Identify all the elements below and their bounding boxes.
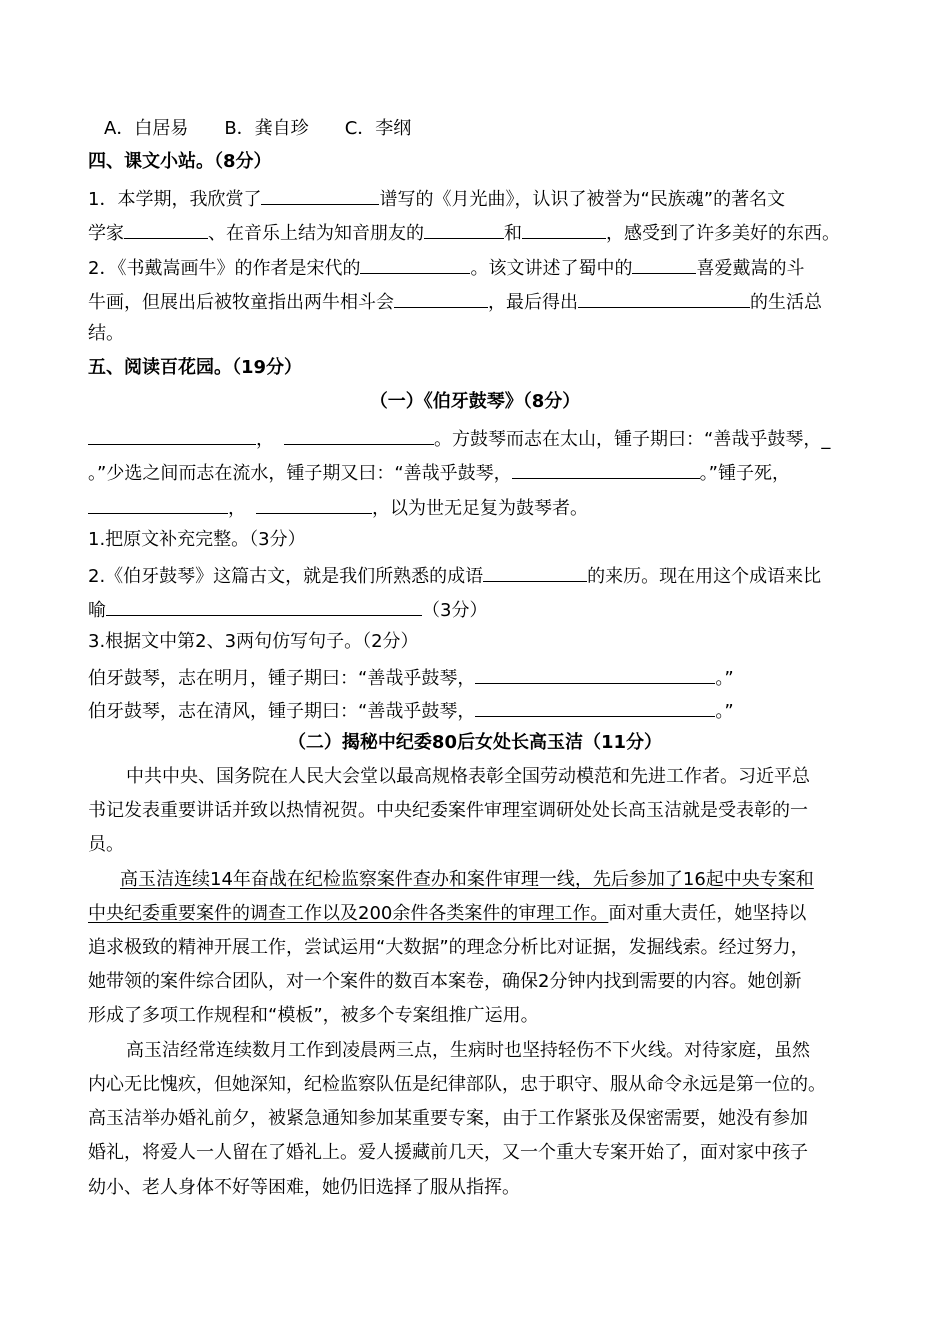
- para1-line3: 员。: [88, 834, 124, 855]
- blank[interactable]: [88, 425, 256, 445]
- section-5-title: 五、阅读百花园。（19分）: [88, 357, 303, 378]
- para1-line1: 中共中央、国务院在人民大会堂以最高规格表彰全国劳动模范和先进工作者。习近平总: [126, 766, 810, 787]
- para2-line2: 中央纪委重要案件的调查工作以及200余件各类案件的审理工作。面对重大责任，她坚持以: [88, 903, 807, 924]
- blank[interactable]: [106, 596, 422, 616]
- blank[interactable]: [512, 459, 700, 479]
- para3-line5: 幼小、老人身体不好等困难，她仍旧选择了服从指挥。: [88, 1177, 520, 1198]
- poem-line1: ， 。方鼓琴而志在太山，锺子期曰：“善哉乎鼓琴，_: [88, 425, 830, 452]
- blank[interactable]: [124, 219, 208, 239]
- sub1-q3-b: 伯牙鼓琴，志在清风，锺子期曰：“善哉乎鼓琴， 。”: [88, 697, 734, 724]
- blank[interactable]: [256, 494, 372, 514]
- section-4-q2-line3: 结。: [88, 323, 124, 344]
- blank[interactable]: [483, 562, 587, 582]
- para1-line2: 书记发表重要讲话并致以热情祝贺。中央纪委案件审理室调研处处长高玉洁就是受表彰的一: [88, 800, 808, 821]
- blank[interactable]: [632, 254, 696, 274]
- section-4-q1-line1: 1．本学期，我欣赏了 谱写的《月光曲》，认识了被誉为“民族魂”的著名文: [88, 185, 785, 212]
- para2-line5: 形成了多项工作规程和“模板”，被多个专案组推广运用。: [88, 1005, 539, 1026]
- blank[interactable]: [360, 254, 470, 274]
- sub1-q2-line2: 喻 （3分）: [88, 596, 487, 623]
- sub2-title: （二）揭秘中纪委80后女处长高玉洁（11分）: [287, 732, 663, 753]
- para3-line1: 高玉洁经常连续数月工作到凌晨两三点，生病时也坚持轻伤不下火线。对待家庭，虽然: [126, 1040, 810, 1061]
- sub1-q2-line1: 2.《伯牙鼓琴》这篇古文，就是我们所熟悉的成语 的来历。现在用这个成语来比: [88, 562, 821, 589]
- para2-line3: 追求极致的精神开展工作，尝试运用“大数据”的理念分析比对证据，发掘线索。经过努力，: [88, 937, 809, 958]
- option-b: B．龚自珍: [224, 118, 309, 139]
- option-a: A．白居易: [104, 118, 189, 139]
- para3-line3: 高玉洁举办婚礼前夕，被紧急通知参加某重要专案，由于工作紧张及保密需要，她没有参加: [88, 1108, 808, 1129]
- blank[interactable]: [475, 697, 715, 717]
- section-4-q1-line2: 学家 、在音乐上结为知音朋友的 和 ，感受到了许多美好的东西。: [88, 219, 840, 246]
- sub1-q1: 1.把原文补充完整。（3分）: [88, 529, 306, 550]
- option-c: C．李纲: [344, 118, 412, 139]
- blank[interactable]: [394, 288, 488, 308]
- blank[interactable]: [475, 664, 715, 684]
- blank[interactable]: [88, 494, 228, 514]
- poem-line3: ， ，以为世无足复为鼓琴者。: [88, 494, 588, 521]
- section-4-q2-line1: 2．《书戴嵩画牛》的作者是宋代的 。该文讲述了蜀中的 喜爱戴嵩的斗: [88, 254, 804, 281]
- para3-line4: 婚礼，将爱人一人留在了婚礼上。爱人援藏前几天，又一个重大专案开始了，面对家中孩子: [88, 1142, 808, 1163]
- blank[interactable]: [424, 219, 504, 239]
- blank[interactable]: [284, 425, 434, 445]
- sub1-q3: 3.根据文中第2、3两句仿写句子。（2分）: [88, 631, 419, 652]
- sub1-title: （一）《伯牙鼓琴》（8分）: [369, 391, 581, 412]
- sub1-q3-a: 伯牙鼓琴，志在明月，锺子期曰：“善哉乎鼓琴， 。”: [88, 664, 734, 691]
- para2-line4: 她带领的案件综合团队，对一个案件的数百本案卷，确保2分钟内找到需要的内容。她创新: [88, 971, 802, 992]
- para3-line2: 内心无比愧疚，但她深知，纪检监察队伍是纪律部队，忠于职守、服从命令永远是第一位的。: [88, 1074, 826, 1095]
- section-4-q2-line2: 牛画，但展出后被牧童指出两牛相斗会 ，最后得出 的生活总: [88, 288, 822, 315]
- poem-line2: 。”少选之间而志在流水，锺子期又曰：“善哉乎鼓琴， 。”锺子死，: [88, 459, 790, 486]
- blank[interactable]: [578, 288, 750, 308]
- answer-options: [104, 117, 411, 141]
- section-4-title: 四、课文小站。（8分）: [88, 151, 272, 172]
- blank[interactable]: [261, 185, 379, 205]
- para2-line1: 高玉洁连续14年奋战在纪检监察案件查办和案件审理一线，先后参加了16起中央专案和: [120, 869, 814, 890]
- blank[interactable]: [522, 219, 606, 239]
